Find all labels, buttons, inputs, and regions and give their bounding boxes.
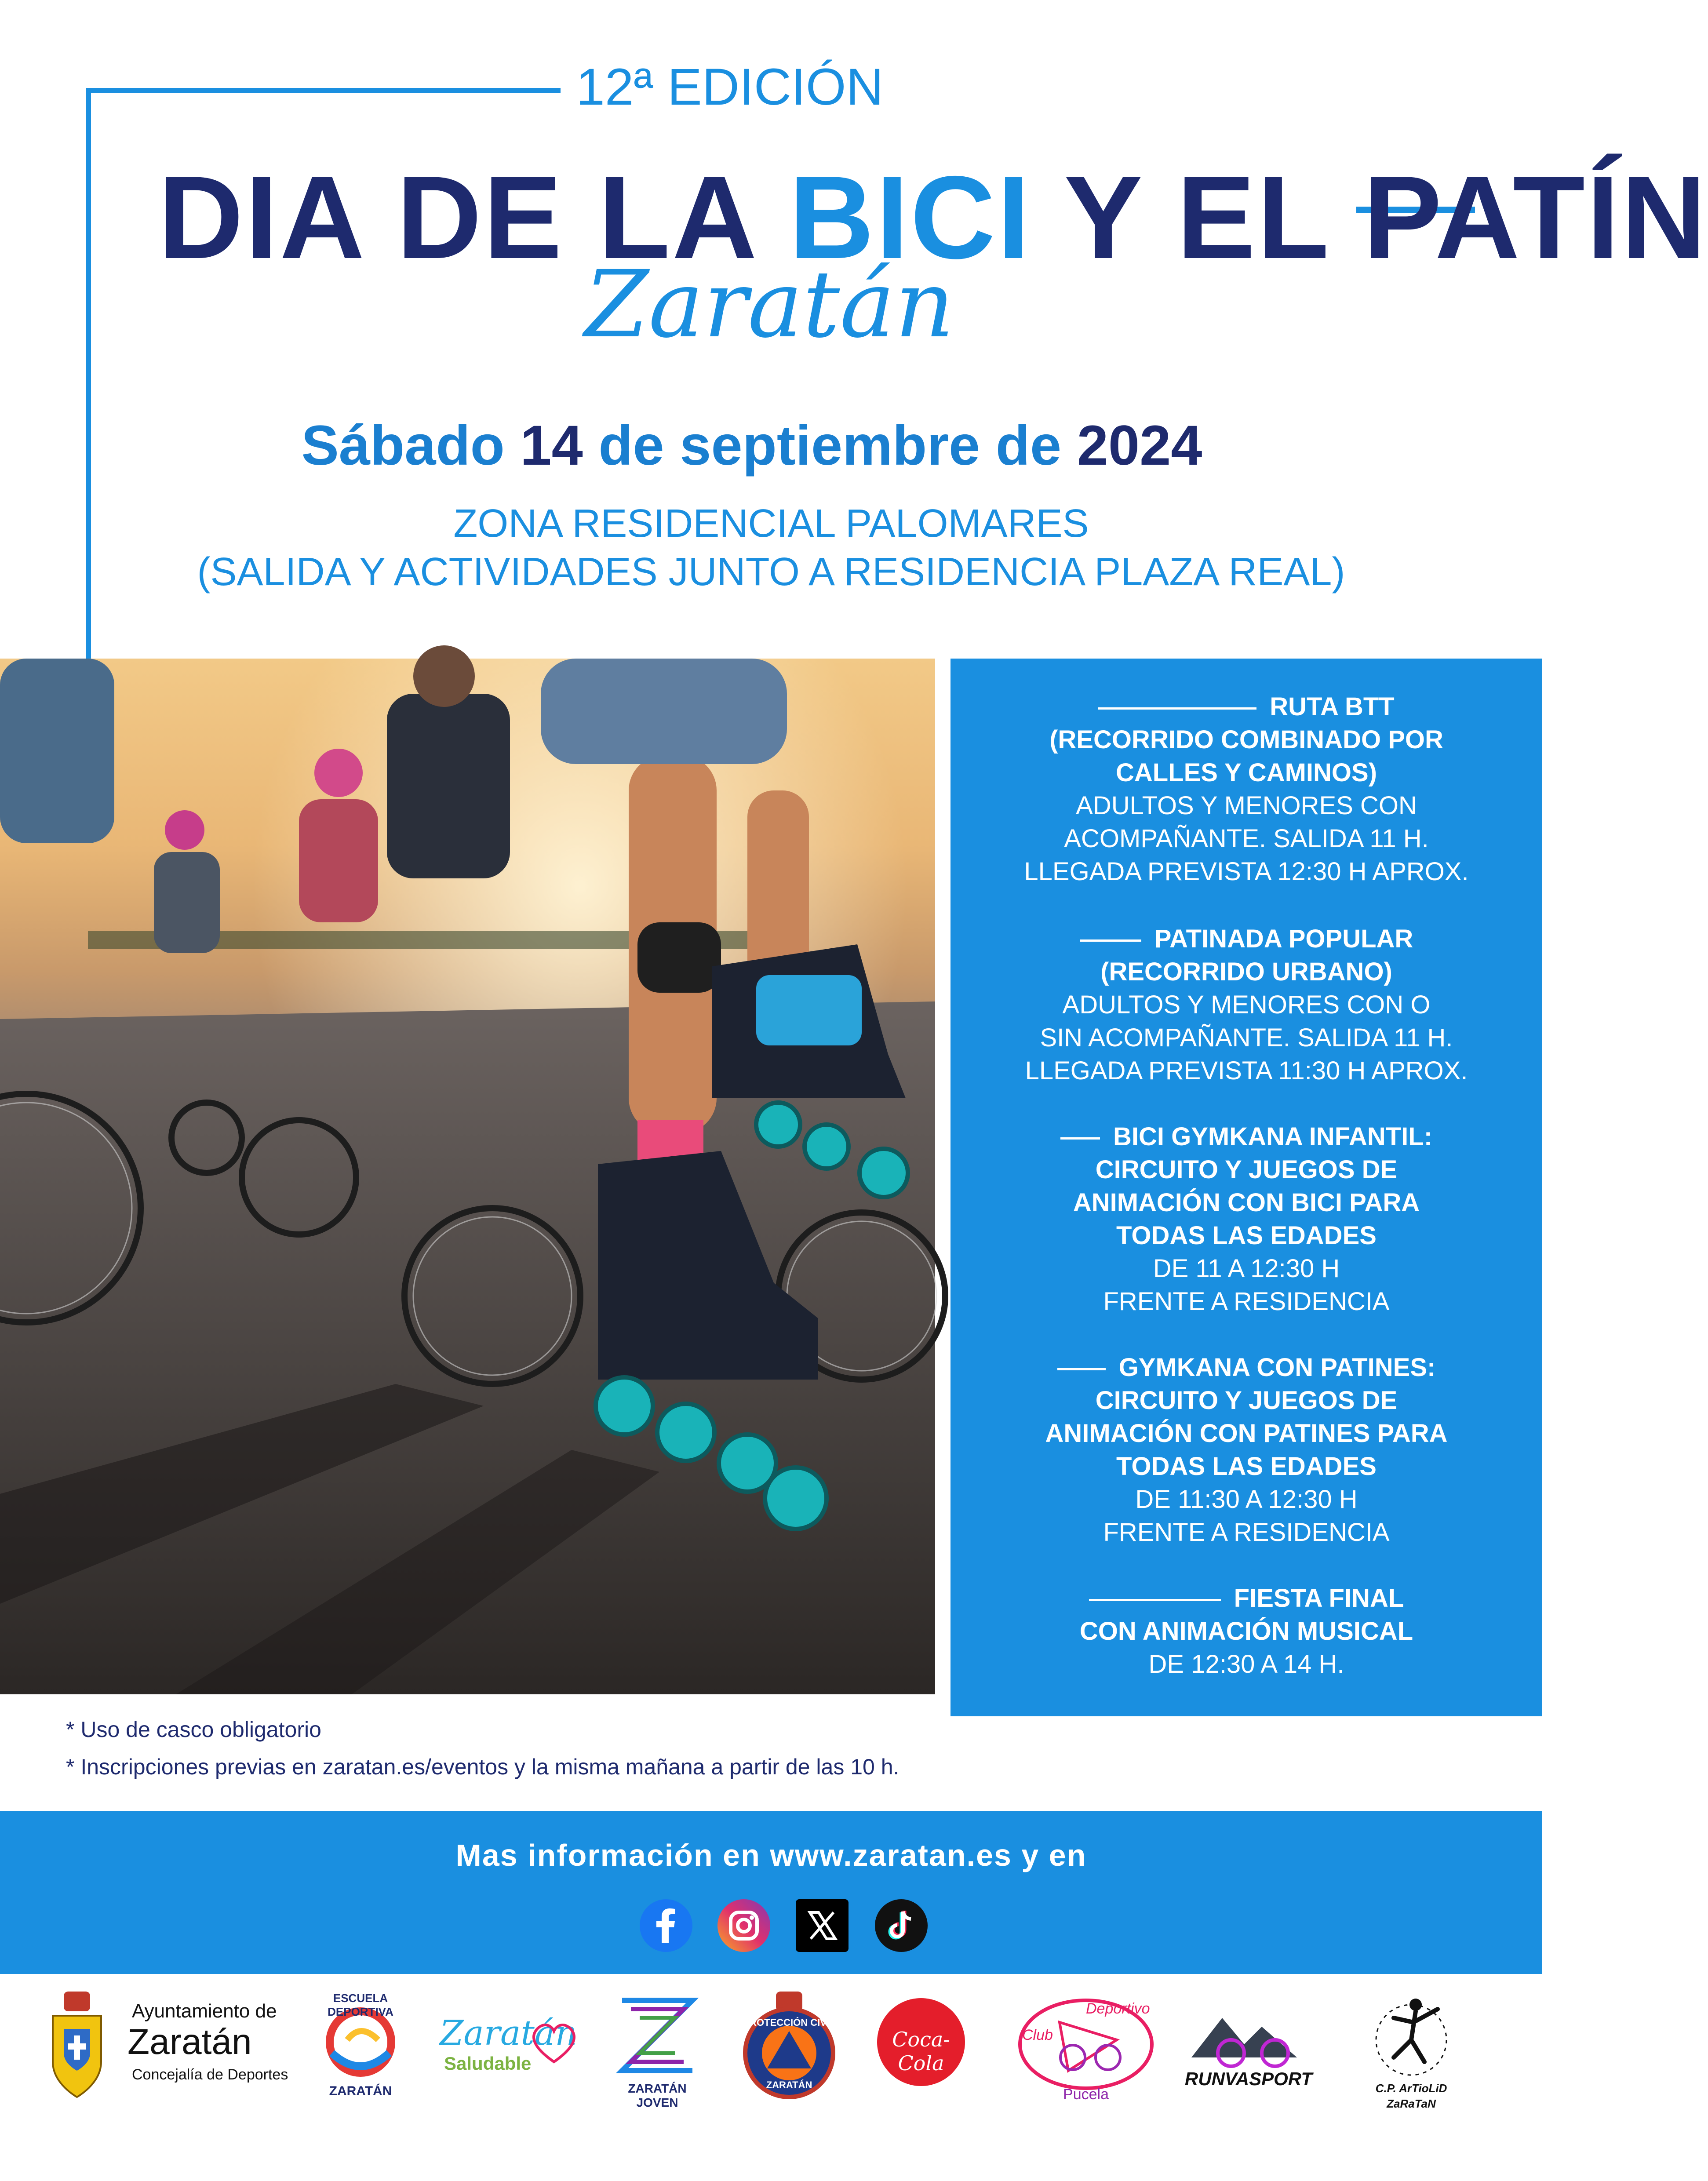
proteccion-name: ZARATÁN — [766, 2079, 812, 2090]
activity-detail: LLEGADA PREVISTA 11:30 H APROX. — [1025, 1056, 1468, 1085]
activity-title: TODAS LAS EDADES — [1116, 1452, 1377, 1481]
coca-cola-text: Coca-Cola — [892, 2028, 950, 2075]
activity-fiesta-final — [951, 1582, 1542, 1681]
skater-silhouette-icon — [1367, 1992, 1455, 2079]
activity-title: GYMKANA CON PATINES: — [1118, 1353, 1436, 1382]
activity-title: CALLES Y CAMINOS) — [1115, 758, 1377, 787]
activity-title: RUTA BTT — [1270, 692, 1395, 721]
ayto-line1: Ayuntamiento de — [132, 2000, 277, 2022]
ayto-line3: Concejalía de Deportes — [132, 2066, 288, 2083]
info-band — [0, 1811, 1542, 1974]
edition-label: 12ª EDICIÓN — [576, 58, 884, 116]
activity-detail: SIN ACOMPAÑANTE. SALIDA 11 H. — [1040, 1023, 1453, 1052]
activity-title: FIESTA FINAL — [1234, 1584, 1404, 1613]
activity-patinada-popular — [951, 922, 1542, 1087]
activity-title: (RECORRIDO URBANO) — [1100, 958, 1392, 986]
proteccion-civil-logo — [739, 1992, 840, 2101]
facebook-icon[interactable] — [640, 1899, 692, 1952]
activity-detail: ADULTOS Y MENORES CON O — [1062, 990, 1431, 1019]
activity-ruta-btt — [951, 690, 1542, 888]
activity-title: CON ANIMACIÓN MUSICAL — [1079, 1617, 1413, 1646]
date-day: 14 — [520, 414, 583, 477]
more-info-text: Mas información en www.zaratan.es y en — [455, 1838, 1087, 1872]
activities-panel — [951, 659, 1542, 1716]
escuela-deportiva-logo — [312, 1992, 409, 2101]
activity-detail: FRENTE A RESIDENCIA — [1103, 1518, 1390, 1547]
title-part2: Y EL PATÍN — [1031, 151, 1708, 283]
artiolid-line1: C.P. ArTioLiD — [1375, 2082, 1447, 2095]
activity-dash — [1098, 707, 1256, 710]
helmet-note: * Uso de casco obligatorio — [66, 1717, 321, 1742]
facebook-glyph — [640, 1899, 692, 1952]
x-icon[interactable] — [796, 1899, 849, 1952]
activity-detail: ADULTOS Y MENORES CON — [1076, 791, 1417, 820]
activity-title: BICI GYMKANA INFANTIL: — [1113, 1122, 1433, 1151]
date-word2: de septiembre de — [583, 414, 1077, 477]
club-deportivo-pucela-logo — [1011, 1992, 1161, 2106]
runvasport-text: RUNVASPORT — [1184, 2068, 1313, 2089]
activity-title: TODAS LAS EDADES — [1116, 1221, 1377, 1250]
town-script: Zaratán — [584, 251, 954, 358]
activity-detail: LLEGADA PREVISTA 12:30 H APROX. — [1024, 857, 1469, 886]
registration-note: * Inscripciones previas en zaratan.es/eventos y la misma mañana a partir de las 10 h. — [66, 1755, 900, 1779]
date-year: 2024 — [1077, 414, 1202, 477]
activity-dash — [1089, 1599, 1221, 1601]
artiolid-line2: ZaRaTaN — [1387, 2097, 1436, 2110]
place-line-1: ZONA RESIDENCIAL PALOMARES — [453, 502, 1089, 546]
saludable-word: Saludable — [444, 2053, 532, 2074]
activity-title: (RECORRIDO COMBINADO POR — [1049, 725, 1443, 754]
title-part1: DIA DE LA — [158, 151, 789, 283]
activity-detail: ACOMPAÑANTE. SALIDA 11 H. — [1064, 824, 1429, 853]
proteccion-ring-text: PROTECCIÓN CIVIL — [743, 2017, 835, 2028]
activity-detail: FRENTE A RESIDENCIA — [1103, 1287, 1390, 1316]
cyclists-skaters-photo — [0, 659, 935, 1694]
runvasport-logo — [1183, 1992, 1315, 2101]
activity-title: CIRCUITO Y JUEGOS DE — [1095, 1386, 1398, 1415]
photo-illustration — [0, 659, 935, 1694]
activity-title: CIRCUITO Y JUEGOS DE — [1095, 1155, 1398, 1184]
event-date — [246, 413, 1257, 478]
place-line-2: (SALIDA Y ACTIVIDADES JUNTO A RESIDENCIA PLAZA REAL) — [197, 550, 1345, 594]
title-highlight: BICI — [789, 151, 1032, 283]
instagram-icon[interactable] — [717, 1899, 770, 1952]
activity-dash — [1080, 939, 1141, 942]
activity-detail: DE 11:30 A 12:30 H — [1135, 1485, 1358, 1514]
activity-detail: DE 12:30 A 14 H. — [1148, 1650, 1344, 1679]
coat-of-arms-icon — [48, 1992, 106, 2101]
frame-line-top — [86, 88, 561, 93]
escuela-ring-text: ESCUELA DEPORTIVA — [328, 1992, 393, 2018]
instagram-glyph — [717, 1899, 770, 1952]
activity-bici-gymkana — [951, 1120, 1542, 1318]
activity-title: ANIMACIÓN CON PATINES PARA — [1045, 1419, 1448, 1448]
activity-gymkana-patines — [951, 1351, 1542, 1549]
tiktok-icon[interactable] — [875, 1899, 928, 1952]
artiolid-logo — [1354, 1992, 1468, 2123]
date-word1: Sábado — [301, 414, 521, 477]
activity-title: ANIMACIÓN CON BICI PARA — [1073, 1188, 1420, 1217]
z-mark-icon — [613, 1992, 701, 2079]
joven-text: ZARATÁN JOVEN — [628, 2082, 687, 2109]
x-glyph — [796, 1899, 849, 1952]
activity-title: PATINADA POPULAR — [1154, 925, 1413, 953]
saludable-script: Zaratán — [440, 2014, 577, 2053]
ayto-line2: Zaratán — [127, 2022, 252, 2062]
heart-icon — [528, 2018, 580, 2066]
cyclist-mountain-icon — [1183, 2000, 1315, 2071]
coca-cola-logo — [875, 1992, 967, 2101]
zaratan-saludable-logo — [435, 1992, 576, 2101]
pucela-word: Pucela — [1063, 2086, 1109, 2103]
tiktok-glyph — [875, 1899, 928, 1952]
deportivo-word: Deportivo — [1086, 2000, 1150, 2017]
activity-detail: DE 11 A 12:30 H — [1153, 1254, 1340, 1283]
activity-dash — [1060, 1137, 1100, 1140]
activity-dash — [1057, 1368, 1106, 1370]
zaratan-joven-logo — [607, 1992, 708, 2109]
ayuntamiento-logo — [48, 1992, 295, 2101]
escuela-name: ZARATÁN — [329, 2084, 392, 2098]
club-word: Club — [1022, 2027, 1053, 2043]
